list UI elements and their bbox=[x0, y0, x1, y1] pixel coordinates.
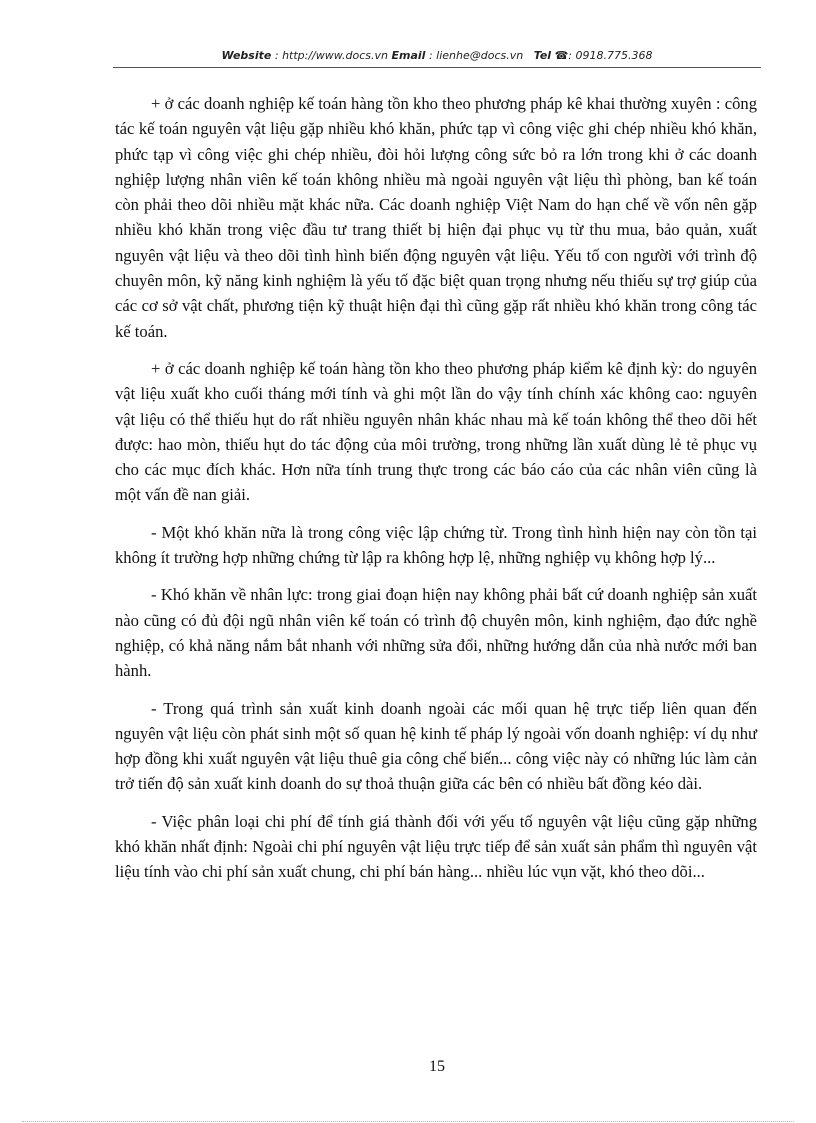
tel-value: 0918.775.368 bbox=[575, 49, 653, 62]
paragraph: - Trong quá trình sản xuất kinh doanh ngoài các mối quan hệ trực tiếp liên quan đến nguyên vật liệu còn phát sinh một số quan hệ kinh tế pháp lý ngoài vốn doanh nghiệp: ví dụ như hợp đồng khi xuất nguyên vật liệu thuê gia công chế biến... công việc này có những lúc làm cản trở tiến độ sản xuất kinh doanh do sự thoả thuận giữa các bên có nhiều bất đồng kéo dài. bbox=[115, 698, 757, 794]
email-sep: : bbox=[425, 49, 437, 62]
website-label: Website bbox=[221, 49, 272, 62]
footer-divider bbox=[22, 1121, 794, 1122]
email-link[interactable]: lienhe@docs.vn bbox=[436, 49, 524, 62]
paragraph: - Một khó khăn nữa là trong công việc lập chứng từ. Trong tình hình hiện nay còn tồn tại không ít trường hợp những chứng từ lập ra không hợp lệ, những nghiệp vụ không hợp lý... bbox=[115, 522, 757, 568]
document-body bbox=[115, 91, 757, 897]
paragraph: + ở các doanh nghiệp kế toán hàng tồn kho theo phương pháp kiểm kê định kỳ: do nguyên vật liệu xuất kho cuối tháng mới tính và ghi một lần do vậy tính chính xác không cao: nguyên vật liệu có thể thiếu hụt do rất nhiều nguyên nhân khác nhau mà kế toán không thể theo dõi hết được: hao mòn, thiếu hụt do tác động của môi trường, trong những lần xuất dùng lẻ tẻ phục vụ cho các mục đích khác. Hơn nữa tính trung thực trong các báo cáo của các nhân viên cũng là một vấn đề nan giải. bbox=[115, 358, 757, 505]
paragraph: - Khó khăn về nhân lực: trong giai đoạn hiện nay không phải bất cứ doanh nghiệp sản xuất nào cũng có đủ đội ngũ nhân viên kế toán có trình độ chuyên môn, kinh nghiệm, đạo đức nghề nghiệp, có khả năng nắm bắt nhanh với những sửa đổi, những hướng dẫn của nhà nước mới ban hành. bbox=[115, 585, 757, 681]
tel-sep: : bbox=[568, 49, 576, 62]
header-divider bbox=[113, 67, 761, 68]
page-header bbox=[113, 46, 761, 66]
website-sep: : bbox=[271, 49, 283, 62]
website-link[interactable]: http://www.docs.vn bbox=[282, 49, 389, 62]
paragraph: - Việc phân loại chi phí để tính giá thành đối với yếu tố nguyên vật liệu cũng gặp những khó khăn nhất định: Ngoài chi phí nguyên vật liệu trực tiếp để sản xuất sản phẩm thì nguyên vật liệu tính vào chi phí sản xuất chung, chi phí bán hàng... nhiều lúc vụn vặt, khó theo dõi... bbox=[115, 811, 757, 882]
phone-icon: ☎ bbox=[554, 49, 569, 62]
page-number: 15 bbox=[429, 1058, 445, 1075]
paragraph: + ở các doanh nghiệp kế toán hàng tồn kho theo phương pháp kê khai thường xuyên : công tác kế toán nguyên vật liệu gặp nhiều khó khăn, phức tạp vì công việc ghi chép nhiều khó khăn, phức tạp vì công việc ghi chép nhiều, đòi hỏi lượng công sức bỏ ra lớn trong khi ở các doanh nghiệp lượng nhân viên kế toán không nhiều mà ngoài nguyên vật liệu thì phòng, ban kế toán còn phải theo dõi nhiều mặt khác nữa. Các doanh nghiệp Việt Nam do hạn chế về vốn nên gặp nhiều khó khăn trong việc đầu tư trang thiết bị hiện đại phục vụ từ thu mua, bảo quản, xuất nguyên vật liệu và theo dõi tình hình biến động nguyên vật liệu. Yếu tố con người với trình độ chuyên môn, kỹ năng kinh nghiệm là yếu tố đặc biệt quan trọng nhưng nếu thiếu sự trợ giúp của các cơ sở vật chất, phương tiện kỹ thuật hiện đại thì cũng gặp rất nhiều khó khăn trong công tác kế toán. bbox=[115, 94, 757, 341]
tel-label: Tel bbox=[533, 49, 552, 62]
email-label: Email bbox=[391, 49, 426, 62]
